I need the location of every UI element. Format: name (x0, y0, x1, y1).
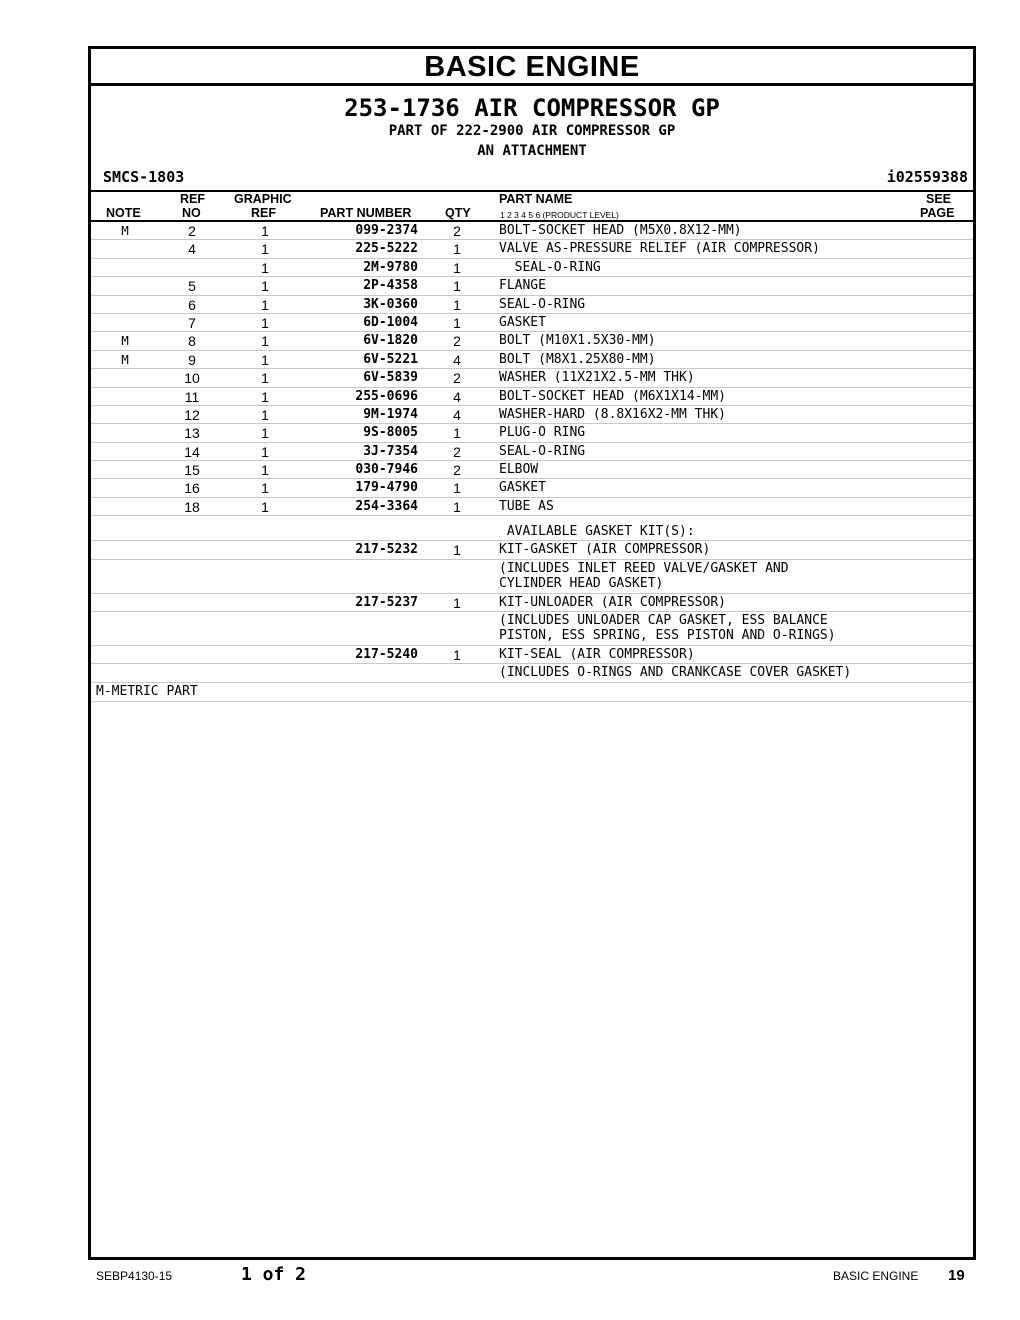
table-row (91, 332, 973, 350)
ref-no-cell: 15 (184, 462, 200, 479)
graphic-ref-cell: 1 (261, 498, 269, 515)
ref-no-cell: 5 (188, 278, 196, 295)
qty-cell: 1 (453, 314, 461, 331)
section-title: BASIC ENGINE (91, 49, 973, 86)
table-row (91, 612, 973, 646)
part-name-line: KIT-UNLOADER (AIR COMPRESSOR) (499, 594, 726, 610)
part-number-cell: 2M-9780 (363, 259, 418, 275)
graphic-ref-cell: 1 (261, 296, 269, 313)
part-name-line: AVAILABLE GASKET KIT(S): (499, 524, 695, 540)
header-product-level: 1 2 3 4 5 6 (PRODUCT LEVEL) (500, 210, 619, 220)
part-name-cell (499, 462, 538, 477)
part-number-cell: 9S-8005 (363, 425, 418, 441)
footer-doc-number: SEBP4130-15 (96, 1269, 173, 1283)
group-title: 253-1736 AIR COMPRESSOR GP (344, 94, 720, 122)
table-row (91, 351, 973, 369)
header-part-name: PART NAME (499, 192, 573, 206)
attachment-line: AN ATTACHMENT (477, 143, 587, 159)
part-number-cell: 3J-7354 (363, 443, 418, 459)
qty-cell: 4 (453, 406, 461, 423)
part-name-cell (499, 425, 585, 440)
page-footer (0, 1264, 1020, 1288)
part-name-cell (499, 241, 820, 256)
part-name-line: GASKET (499, 480, 546, 496)
part-name-cell (499, 297, 585, 312)
ref-no-cell: 8 (188, 333, 196, 350)
part-name-cell (499, 444, 585, 459)
part-name-cell (499, 370, 695, 385)
table-row (91, 594, 973, 612)
graphic-ref-cell: 1 (261, 351, 269, 368)
part-number-cell: 217-5237 (355, 594, 418, 610)
smcs-code: SMCS-1803 (103, 168, 185, 186)
part-name-line: (INCLUDES INLET REED VALVE/GASKET AND (499, 560, 789, 576)
footer-section: BASIC ENGINE (833, 1269, 919, 1283)
table-row (91, 424, 973, 442)
part-number-cell: 099-2374 (355, 223, 418, 238)
part-name-cell (499, 260, 601, 275)
header-note: NOTE (106, 206, 141, 220)
qty-cell: 2 (453, 443, 461, 460)
part-name-cell (499, 389, 726, 404)
part-name-line: CYLINDER HEAD GASKET) (499, 575, 664, 591)
part-name-line: KIT-SEAL (AIR COMPRESSOR) (499, 647, 695, 663)
ref-no-cell: 16 (184, 480, 200, 497)
ref-no-cell: 6 (188, 296, 196, 313)
header-part-number: PART NUMBER (320, 206, 412, 220)
table-row (91, 369, 973, 387)
part-name-line: SEAL-O-RING (499, 259, 601, 275)
graphic-ref-cell: 1 (261, 462, 269, 479)
footer-page-number: 19 (948, 1267, 965, 1284)
table-row (91, 516, 973, 541)
part-name-line: WASHER-HARD (8.8X16X2-MM THK) (499, 406, 726, 422)
page-frame (88, 46, 976, 1260)
part-name-cell (499, 223, 742, 238)
table-row (91, 443, 973, 461)
part-name-line: (INCLUDES O-RINGS AND CRANKCASE COVER GASKET) (499, 665, 852, 681)
qty-cell: 1 (453, 647, 461, 664)
smcs-row (91, 168, 973, 192)
table-row (91, 479, 973, 497)
part-name-cell (499, 333, 656, 348)
part-number-cell: 254-3364 (355, 498, 418, 514)
graphic-ref-cell: 1 (261, 443, 269, 460)
part-name-cell (499, 561, 789, 591)
header-graphic-bottom: REF (251, 206, 276, 220)
graphic-ref-cell: 1 (261, 480, 269, 497)
header-see-top: SEE (926, 192, 952, 206)
part-name-line: FLANGE (499, 278, 546, 294)
qty-cell: 1 (453, 425, 461, 442)
table-row (91, 240, 973, 258)
part-name-line: VALVE AS-PRESSURE RELIEF (AIR COMPRESSOR) (499, 241, 820, 257)
table-row (91, 461, 973, 479)
part-name-cell (499, 595, 726, 610)
part-number-cell: 255-0696 (355, 388, 418, 404)
table-row (91, 277, 973, 295)
part-name-cell (499, 315, 546, 330)
ref-no-cell: 14 (184, 443, 200, 460)
graphic-ref-cell: 1 (261, 406, 269, 423)
part-name-line: KIT-GASKET (AIR COMPRESSOR) (499, 542, 711, 558)
ref-no-cell: 13 (184, 425, 200, 442)
title-block (91, 95, 973, 161)
part-name-line: PLUG-O RING (499, 425, 586, 441)
qty-cell: 1 (453, 480, 461, 497)
metric-note-row (91, 683, 973, 702)
table-row (91, 560, 973, 594)
part-name-cell (499, 407, 726, 422)
part-number-cell: 225-5222 (355, 241, 418, 257)
qty-cell: 2 (453, 223, 461, 239)
part-name-cell (499, 542, 710, 557)
graphic-ref-cell: 1 (261, 259, 269, 276)
table-row (91, 222, 973, 240)
part-name-line: (INCLUDES UNLOADER CAP GASKET, ESS BALANCE (499, 613, 828, 629)
part-name-line: SEAL-O-RING (499, 443, 586, 459)
graphic-ref-cell: 1 (261, 370, 269, 387)
part-of-line: PART OF 222-2900 AIR COMPRESSOR GP (388, 123, 676, 139)
part-number-cell: 6D-1004 (363, 314, 418, 330)
qty-cell: 1 (453, 296, 461, 313)
ref-no-cell: 10 (184, 370, 200, 387)
qty-cell: 1 (453, 498, 461, 515)
part-number-cell: 217-5232 (355, 542, 418, 558)
graphic-ref-cell: 1 (261, 314, 269, 331)
part-number-cell: 6V-5839 (363, 370, 418, 386)
qty-cell: 4 (453, 351, 461, 368)
part-name-cell (499, 499, 554, 514)
graphic-ref-cell: 1 (261, 241, 269, 258)
part-number-cell: 179-4790 (355, 480, 418, 496)
part-name-cell (499, 647, 695, 662)
note-cell: M (121, 351, 129, 367)
metric-note: M-METRIC PART (96, 683, 198, 699)
document-id: i02559388 (886, 168, 968, 186)
table-row (91, 646, 973, 664)
part-number-cell: 6V-5221 (363, 351, 418, 367)
graphic-ref-cell: 1 (261, 425, 269, 442)
part-name-line: WASHER (11X21X2.5-MM THK) (499, 370, 695, 386)
note-cell: M (121, 223, 129, 238)
qty-cell: 1 (453, 259, 461, 276)
part-name-line: GASKET (499, 314, 546, 330)
part-name-cell (499, 665, 851, 680)
ref-no-cell: 2 (188, 223, 196, 239)
header-graphic-top: GRAPHIC (234, 192, 292, 206)
ref-no-cell: 11 (184, 388, 200, 405)
header-see-bottom: PAGE (920, 206, 955, 220)
part-name-cell (499, 278, 546, 293)
part-number-cell: 3K-0360 (363, 296, 418, 312)
part-number-cell: 2P-4358 (363, 278, 418, 294)
table-header (91, 192, 973, 222)
parts-table (91, 222, 973, 683)
table-row (91, 498, 973, 516)
ref-no-cell: 12 (184, 406, 200, 423)
part-number-cell: 217-5240 (355, 647, 418, 663)
graphic-ref-cell: 1 (261, 388, 269, 405)
part-number-cell: 9M-1974 (363, 406, 418, 422)
table-row (91, 664, 973, 682)
part-name-line: BOLT-SOCKET HEAD (M5X0.8X12-MM) (499, 223, 742, 238)
ref-no-cell: 9 (188, 351, 196, 368)
part-name-line: TUBE AS (499, 498, 554, 514)
part-name-cell (499, 352, 656, 367)
qty-cell: 1 (453, 594, 461, 611)
ref-no-cell: 7 (188, 314, 196, 331)
qty-cell: 4 (453, 388, 461, 405)
graphic-ref-cell: 1 (261, 333, 269, 350)
header-ref-bottom: NO (182, 206, 201, 220)
part-name-line: ELBOW (499, 462, 539, 478)
graphic-ref-cell: 1 (261, 278, 269, 295)
part-name-line: BOLT-SOCKET HEAD (M6X1X14-MM) (499, 388, 726, 404)
part-name-line: BOLT (M10X1.5X30-MM) (499, 333, 656, 349)
header-qty: QTY (445, 206, 471, 220)
part-name-cell (499, 613, 836, 643)
qty-cell: 2 (453, 462, 461, 479)
part-name-cell (499, 524, 695, 539)
part-name-line: BOLT (M8X1.25X80-MM) (499, 351, 656, 367)
part-name-line: SEAL-O-RING (499, 296, 586, 312)
graphic-ref-cell: 1 (261, 223, 269, 239)
table-row (91, 541, 973, 559)
header-ref-top: REF (180, 192, 205, 206)
part-name-cell (499, 480, 546, 495)
table-row (91, 296, 973, 314)
ref-no-cell: 18 (184, 498, 200, 515)
footer-page-of: 1 of 2 (241, 1264, 307, 1285)
part-number-cell: 6V-1820 (363, 333, 418, 349)
note-cell: M (121, 333, 129, 349)
part-number-cell: 030-7946 (355, 462, 418, 478)
qty-cell: 2 (453, 333, 461, 350)
table-row (91, 259, 973, 277)
qty-cell: 2 (453, 370, 461, 387)
part-name-line: PISTON, ESS SPRING, ESS PISTON AND O-RINGS) (499, 628, 836, 644)
qty-cell: 1 (453, 241, 461, 258)
qty-cell: 1 (453, 542, 461, 559)
table-row (91, 314, 973, 332)
ref-no-cell: 4 (188, 241, 196, 258)
table-row (91, 388, 973, 406)
qty-cell: 1 (453, 278, 461, 295)
table-row (91, 406, 973, 424)
